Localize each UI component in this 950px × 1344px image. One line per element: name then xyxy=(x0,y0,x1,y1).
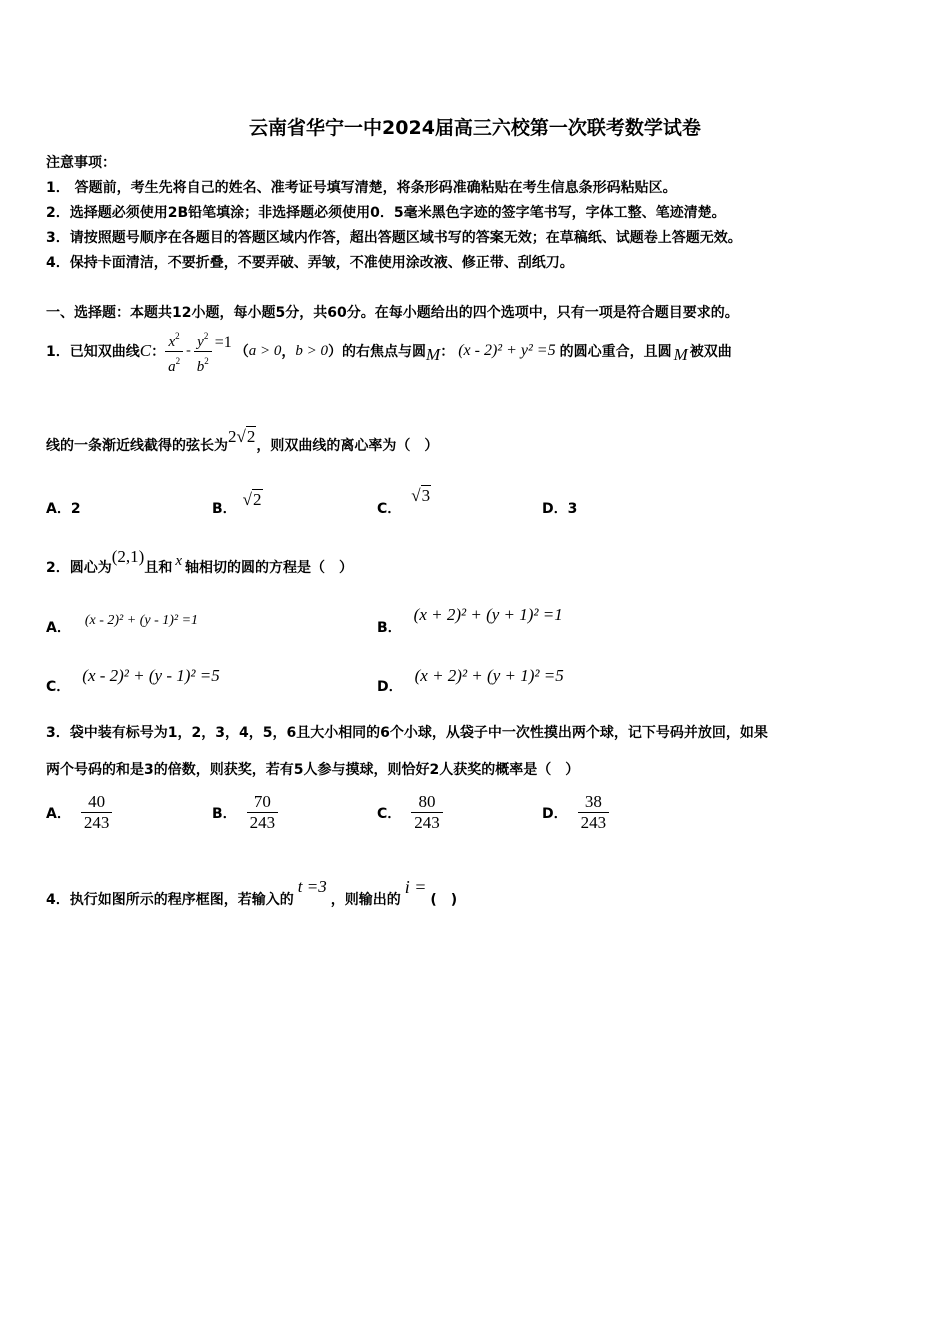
q2-option-a[interactable]: A． (x - 2)² + (y - 1)² =1 xyxy=(46,613,199,636)
q1-colon: ： xyxy=(440,344,455,360)
q4-output: i = xyxy=(404,876,427,897)
q1-chord-length: 2√2 xyxy=(228,427,256,446)
q2-option-d[interactable]: D．(x + 2)² + (y + 1)² =5 xyxy=(377,666,564,695)
q1-minus: - xyxy=(186,343,191,358)
q1-option-c[interactable]: C．√3 xyxy=(377,486,431,517)
q1-frac-y: $\frac{y^2}{b^2}$ xyxy=(194,327,212,376)
q1-paren-open: （ xyxy=(234,344,249,360)
notice-heading: 注意事项： xyxy=(46,155,116,171)
page-title: 云南省华宁一中2024届高三六校第一次联考数学试卷 xyxy=(249,117,701,139)
q4-text: 4．执行如图所示的程序框图，若输入的 xyxy=(46,892,294,908)
q1-comma: ， xyxy=(281,344,296,360)
q2-text: 轴相切的圆的方程是（ ） xyxy=(185,560,353,576)
question-3-cont: 两个号码的和是3的倍数，则获奖，若有5人参与摸球，则恰好2人获奖的概率是（ ） xyxy=(46,762,580,778)
q1-text: 的圆心重合，且圆 xyxy=(559,344,672,360)
question-2 xyxy=(46,545,353,577)
q1-frac-x: $\frac{x^2}{a^2}$ xyxy=(165,327,183,376)
q1-text: ，则双曲线的离心率为（ ） xyxy=(256,438,439,454)
q3-option-b[interactable]: B． $\frac{70}{243}$ xyxy=(212,792,278,833)
q3-option-c[interactable]: C． $\frac{80}{243}$ xyxy=(377,792,443,833)
q4-input: t =3 xyxy=(297,877,327,896)
question-1 xyxy=(46,326,732,376)
q4-text: ( ) xyxy=(430,892,458,908)
q1-option-b[interactable]: B． √2 xyxy=(212,490,262,517)
q1-cond-a: a > 0 xyxy=(248,342,282,359)
q1-circle-eq: (x - 2)² + y² =5 xyxy=(458,342,556,359)
section-heading: 一、选择题：本题共12小题，每小题5分，共60分。在每小题给出的四个选项中，只有一项是符合题目要求的。 xyxy=(46,305,739,321)
notice-item: 3．请按照题号顺序在各题目的答题区域内作答，超出答题区域书写的答案无效；在草稿纸、试题卷上答题无效。 xyxy=(46,230,742,246)
q1-option-d[interactable]: D．3 xyxy=(542,501,578,517)
q1-text: 的右焦点与圆 xyxy=(342,344,427,360)
q3-option-d[interactable]: D． $\frac{38}{243}$ xyxy=(542,792,609,833)
q1-cond-b: b > 0 xyxy=(295,342,329,359)
q1-colon: ： xyxy=(151,344,166,360)
q2-center: (2,1) xyxy=(111,547,145,566)
q2-option-c[interactable]: C．(x - 2)² + (y - 1)² =5 xyxy=(46,666,220,695)
q1-option-a[interactable]: A．2 xyxy=(46,501,81,517)
q1-eq: =1 xyxy=(214,334,232,351)
question-1-cont xyxy=(46,427,439,460)
notice-item: 1． 答题前，考生先将自己的姓名、准考证号填写清楚，将条形码准确粘贴在考生信息条形码粘贴区。 xyxy=(46,180,677,196)
q1-paren-close: ） xyxy=(328,344,343,360)
q4-text: ，则输出的 xyxy=(330,892,401,908)
notice-item: 4．保持卡面清洁，不要折叠，不要弄破、弄皱，不准使用涂改液、修正带、刮纸刀。 xyxy=(46,255,574,271)
question-4 xyxy=(46,874,457,908)
q1-text: 1．已知双曲线 xyxy=(46,344,140,360)
q3-option-a[interactable]: A． $\frac{40}{243}$ xyxy=(46,792,112,833)
notice-item: 2．选择题必须使用2B铅笔填涂；非选择题必须使用0．5毫米黑色字迹的签字笔书写，字体工整、笔迹清楚。 xyxy=(46,205,726,221)
q1-text: 被双曲 xyxy=(689,344,732,360)
q1-text: 线的一条渐近线截得的弦长为 xyxy=(46,438,228,454)
question-3: 3．袋中装有标号为1，2，3，4，5，6且大小相同的6个小球，从袋子中一次性摸出两个球，记下号码并放回，如果 xyxy=(46,725,768,741)
q1-curve-name: C xyxy=(139,341,152,360)
q2-text: 且和 xyxy=(144,560,173,576)
q1-circle-name-2: M xyxy=(673,345,688,364)
q2-axis: x xyxy=(175,552,182,569)
q1-circle-name: M xyxy=(426,345,441,364)
q2-text: 2．圆心为 xyxy=(46,560,112,576)
q2-option-b[interactable]: B．(x + 2)² + (y + 1)² =1 xyxy=(377,605,563,636)
